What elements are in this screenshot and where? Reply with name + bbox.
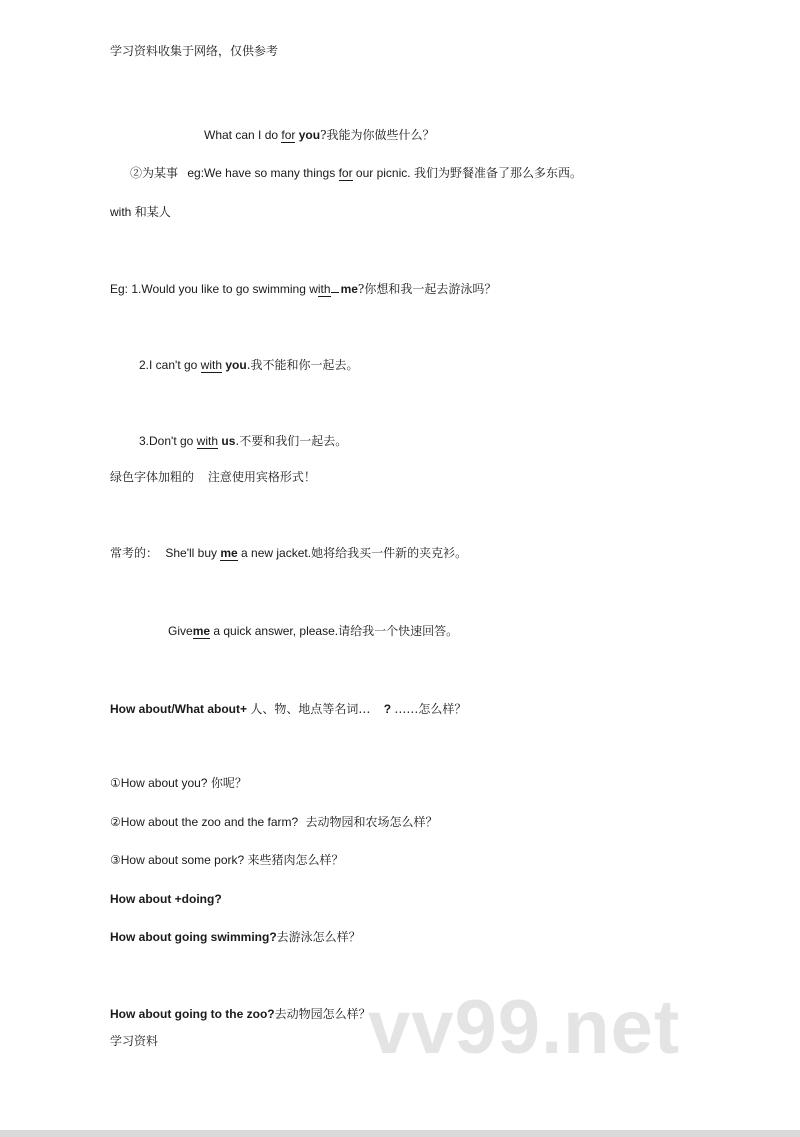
- translation: .我不能和你一起去。: [246, 358, 359, 372]
- underlined-word: with: [196, 434, 219, 448]
- text: a quick answer, please.: [210, 624, 339, 638]
- note-objective-case: [110, 469, 316, 485]
- example-going-to-zoo: [110, 1006, 371, 1022]
- text: ①How about you?: [110, 776, 208, 790]
- text: 3.Don't go: [139, 434, 197, 448]
- heading-meaning: ……怎么样？: [394, 702, 467, 716]
- page-header: 学习资料收集于网络，仅供参考: [110, 44, 279, 58]
- example-how-about-you: [110, 775, 247, 791]
- translation: ?你想和我一起去游泳吗？: [357, 282, 497, 296]
- example-zoo-and-farm: [110, 814, 438, 830]
- label: 常考的：: [110, 546, 159, 560]
- translation: 我们为野餐准备了那么多东西。: [413, 166, 582, 180]
- underlined-word: with: [200, 358, 223, 372]
- text: Give: [168, 624, 193, 638]
- underlined-word: for: [338, 166, 353, 180]
- translation: 你呢？: [210, 776, 247, 790]
- bold-word: us: [221, 434, 236, 448]
- underlined-word: me: [220, 546, 238, 560]
- text: eg:We have so many things: [187, 166, 339, 180]
- bold-word: you: [225, 358, 247, 372]
- text: How about going swimming?: [110, 930, 277, 944]
- translation: 去动物园和农场怎么样？: [305, 815, 438, 829]
- example-1-swimming: [110, 280, 496, 297]
- eg-label: Eg:: [110, 282, 129, 296]
- underlined-word: me: [192, 624, 211, 638]
- common-test-jacket: [110, 545, 467, 561]
- heading-how-about-doing: How about +doing?: [110, 892, 222, 906]
- page-footer: 学习资料: [110, 1034, 159, 1048]
- translation: .不要和我们一起去。: [235, 434, 348, 448]
- watermark: vv99.net: [368, 985, 681, 1070]
- text: She'll buy: [165, 546, 221, 560]
- heading-with: [110, 204, 171, 220]
- note-label: 绿色字体加粗的: [110, 470, 195, 484]
- heading-translation: 人、物、地点等名词…: [250, 702, 371, 716]
- text: How about going to the zoo?: [110, 1007, 275, 1021]
- text: our picnic.: [352, 166, 411, 180]
- underlined-word: ith: [317, 282, 331, 296]
- usage-for-something: [130, 165, 582, 181]
- example-2-cant-go: [139, 357, 359, 373]
- text: ②How about the zoo and the farm?: [110, 815, 299, 829]
- text: a new jacket.: [237, 546, 312, 560]
- heading-how-about: [110, 701, 466, 717]
- example-going-swimming: [110, 929, 361, 945]
- usage-label: ②为某事: [130, 166, 179, 180]
- translation: 她将给我买一件新的夹克衫。: [311, 546, 468, 560]
- underlined-word: for: [281, 128, 296, 142]
- heading-text: How about/What about+: [110, 702, 247, 716]
- example-some-pork: [110, 852, 344, 868]
- note-text: 注意使用宾格形式！: [207, 470, 316, 484]
- text: What can I do: [204, 128, 282, 142]
- text: 2.I can't go: [139, 358, 201, 372]
- example-what-can-i-do: [204, 127, 435, 143]
- translation: 去动物园怎么样？: [274, 1007, 371, 1021]
- translation: ?我能为你做些什么？: [320, 128, 435, 142]
- example-give-me: [168, 623, 458, 639]
- bold-word: you: [295, 128, 321, 142]
- text: 1.Would you like to go swimming w: [131, 282, 318, 296]
- translation: 和某人: [134, 205, 171, 219]
- text: with: [110, 205, 132, 219]
- translation: 请给我一个快速回答。: [338, 624, 459, 638]
- bold-word: me: [340, 282, 358, 296]
- translation: 来些猪肉怎么样？: [247, 853, 344, 867]
- translation: 去游泳怎么样？: [276, 930, 361, 944]
- question-mark: ?: [383, 702, 392, 716]
- example-3-dont-go: [139, 433, 347, 449]
- page-edge: [0, 1130, 800, 1137]
- answer-blank: [331, 280, 339, 293]
- text: ③How about some pork?: [110, 853, 245, 867]
